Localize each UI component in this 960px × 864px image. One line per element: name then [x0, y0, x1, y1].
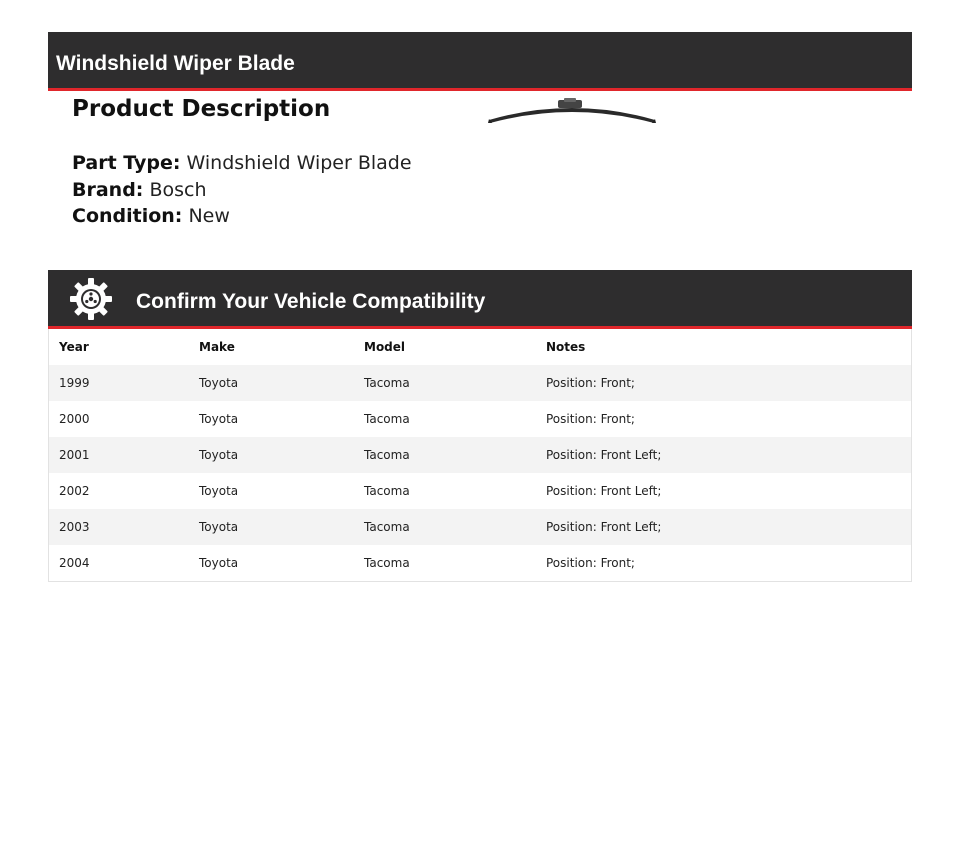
cell-year: 2004: [59, 556, 90, 570]
table-row: [49, 509, 912, 545]
cell-notes: Position: Front;: [546, 556, 635, 570]
cell-model: Tacoma: [354, 365, 536, 401]
spec-key: Condition:: [72, 205, 183, 227]
product-title-banner: [48, 32, 912, 91]
cell-year: 1999: [49, 365, 190, 401]
cell-notes: Position: Front Left;: [546, 484, 662, 498]
gear-icon: [70, 278, 112, 320]
compatibility-table: [48, 329, 912, 582]
cell-model: Tacoma: [364, 556, 410, 570]
product-spec-list: [72, 150, 412, 230]
cell-year: 2003: [49, 509, 190, 545]
cell-year: 2001: [49, 437, 190, 473]
column-header-year: Year: [59, 340, 89, 354]
column-header-model: Model: [364, 340, 406, 354]
table-row: [49, 437, 912, 473]
cell-notes: Position: Front Left;: [536, 509, 912, 545]
product-title: Windshield Wiper Blade: [56, 52, 295, 75]
table-header-row: [49, 329, 912, 365]
table-row: [49, 401, 912, 437]
cell-make: Toyota: [199, 412, 239, 426]
cell-model: Tacoma: [354, 437, 536, 473]
table-row: [49, 545, 912, 582]
spec-value: Windshield Wiper Blade: [186, 152, 412, 174]
spec-key: Brand:: [72, 178, 144, 201]
cell-notes: Position: Front Left;: [536, 437, 912, 473]
spec-condition: [72, 203, 412, 230]
cell-model: Tacoma: [364, 484, 410, 498]
spec-value: New: [188, 205, 230, 227]
table-row: [49, 473, 912, 509]
cell-year: 2000: [59, 412, 90, 426]
cell-model: Tacoma: [364, 412, 410, 426]
cell-year: 2002: [59, 484, 90, 498]
cell-make: Toyota: [199, 556, 239, 570]
cell-model: Tacoma: [354, 509, 536, 545]
spec-brand: [72, 177, 412, 204]
wiper-blade-image: [486, 96, 658, 128]
spec-value: Bosch: [149, 178, 207, 201]
spec-key: Part Type:: [72, 152, 181, 174]
cell-notes: Position: Front;: [536, 365, 912, 401]
table-row: [49, 365, 912, 401]
cell-make: Toyota: [199, 484, 239, 498]
compatibility-title: Confirm Your Vehicle Compatibility: [136, 290, 486, 313]
spec-part-type: [72, 150, 412, 177]
column-header-make: Make: [199, 340, 235, 354]
cell-make: Toyota: [189, 365, 354, 401]
cell-make: Toyota: [189, 509, 354, 545]
product-description-heading: Product Description: [72, 96, 331, 122]
compatibility-banner: [48, 270, 912, 329]
column-header-notes: Notes: [546, 340, 586, 354]
cell-notes: Position: Front;: [546, 412, 635, 426]
cell-make: Toyota: [189, 437, 354, 473]
